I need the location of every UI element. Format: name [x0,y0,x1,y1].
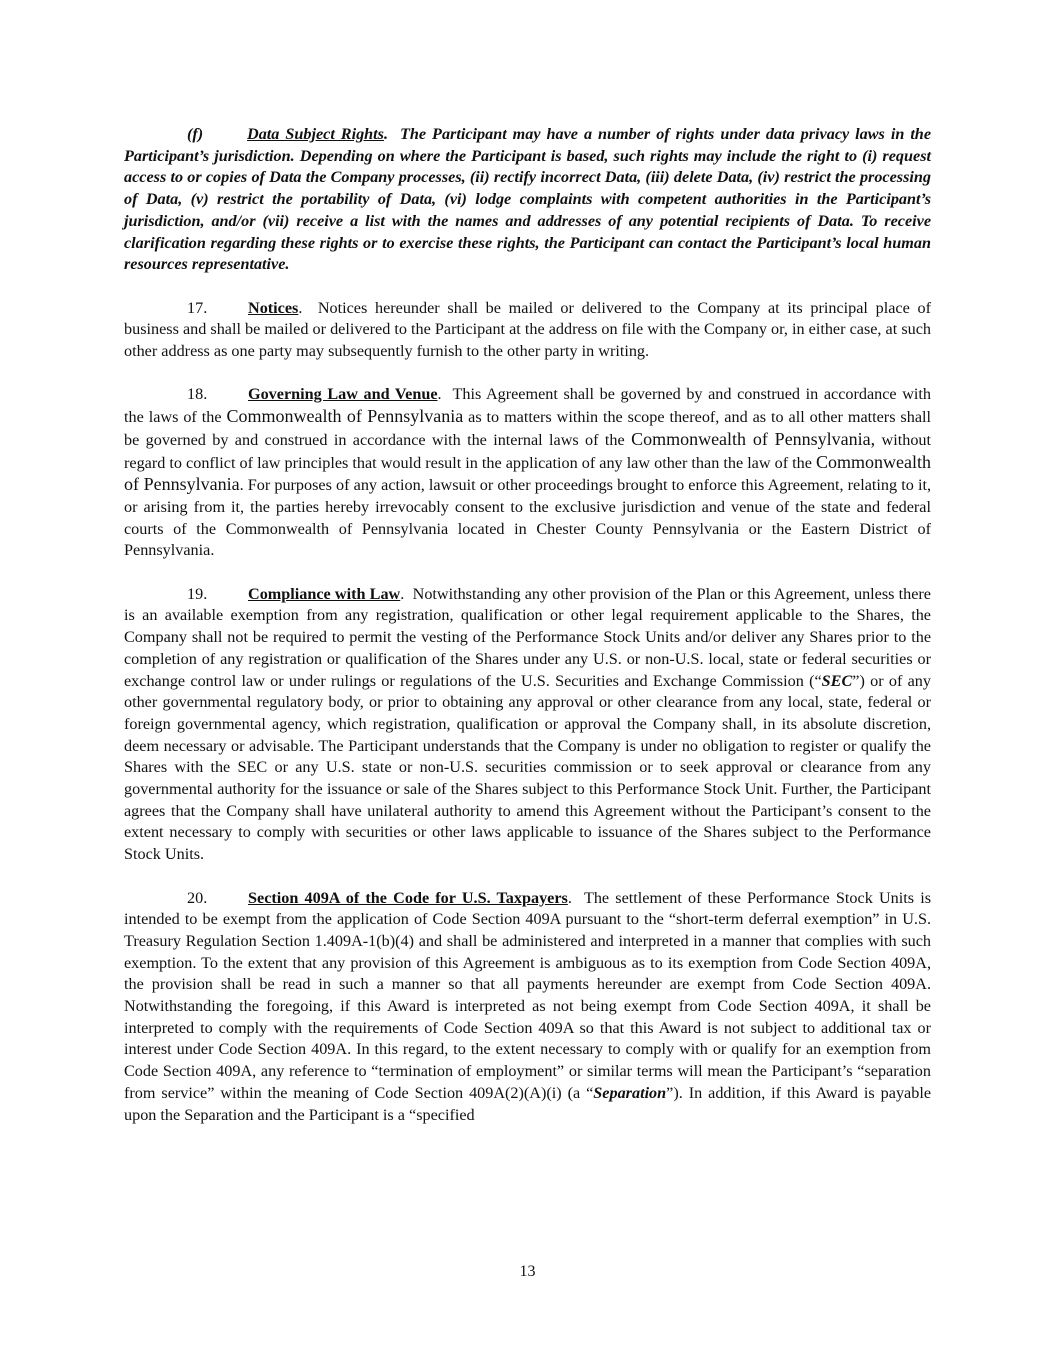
section-17-heading: Notices [248,298,299,317]
section-20-text-2: ”). In addition, if this Award is payable upon the Separation and the Participant is a “specified [124,1083,932,1124]
section-17-number: 17. [187,298,208,317]
section-18-place-3: Commonwealth of Pennsylvania [124,451,931,495]
section-18-paragraph: 18. Governing Law and Venue. This Agreement shall be governed by and construed in accordance with the laws of the Commonwealth of Pennsylvania as to matters within the scope thereof, and as to all other matters shall be governed by and construed in accordance with the internal laws of the Commonwealth of Pennsylvania, without regard to conflict of law principles that would result in the application of any law other than the law of the Commonwealth of Pennsylvania. For purposes of any action, lawsuit or other proceedings brought to enforce this Agreement, relating to it, or arising from it, the parties hereby irrevocably consent to the exclusive jurisdiction and venue of the state and federal courts of the Commonwealth of Pennsylvania located in Chester County Pennsylvania or the Eastern District of Pennsylvania. [124,385,932,560]
section-18-place-1: Commonwealth of Pennsylvania [226,406,464,427]
section-20-term: Separation [593,1083,667,1102]
section-20-paragraph: 20. Section 409A of the Code for U.S. Taxpayers. The settlement of these Performance Stock Units is intended to be exempt from the application of Code Section 409A pursuant to the “short-term deferral exemption” in U.S. Treasury Regulation Section 1.409A-1(b)(4) and shall be administered and interpreted in a manner that complies with such exemption. To the extent that any provision of this Agreement is ambiguous as to its exemption from Code Section 409A, the provision shall be read in such a manner so that all payments hereunder are exempt from Code Section 409A. Notwithstanding the foregoing, if this Award is interpreted as not being exempt from Code Section 409A, it shall be interpreted to comply with the requirements of Code Section 409A so that this Award is not subject to additional tax or interest under Code Section 409A. In this regard, to the extent necessary to comply with or qualify for an exemption from Code Section 409A, any reference to “termination of employment” or similar terms will mean the Participant’s “separation from service” within the meaning of Code Section 409A(2)(A)(i) (a “Separation”). In addition, if this Award is payable upon the Separation and the Participant is a “specified [124,888,932,1124]
section-f-heading: Data Subject Rights [247,125,384,143]
section-f-label: (f) [187,125,204,143]
section-19-text-1: Notwithstanding any other provision of the Plan or this Agreement, unless there is an available exemption from any registration, qualification or other legal requirement applicable to the Shares, the Company shall not be required to permit the vesting of the Performance Stock Units and/or deliver any Shares prior to the completion of any registration or qualification of the Shares under any U.S. or non-U.S. local, state or federal securities or exchange control law or under rulings or regulations of the U.S. Securities and Exchange Commission (“ [124,584,931,690]
section-19-paragraph: 19. Compliance with Law. Notwithstanding any other provision of the Plan or this Agreement, unless there is an available exemption from any registration, qualification or other legal requirement applicable to the Shares, the Company shall not be required to permit the vesting of the Performance Stock Units and/or deliver any Shares prior to the completion of any registration or qualification of the Shares under any U.S. or non-U.S. local, state or federal securities or exchange control law or under rulings or regulations of the U.S. Securities and Exchange Commission (“SEC”) or of any other governmental regulatory body, or prior to obtaining any approval or other clearance from any local, state, federal or foreign governmental agency, which registration, qualification or approval the Company shall, in its absolute discretion, deem necessary or advisable. The Participant understands that the Company is under no obligation to register or qualify the Shares with the SEC or any U.S. state or non-U.S. securities commission or to seek approval or clearance from any governmental authority for the issuance or sale of the Shares subject to this Performance Stock Unit. Further, the Participant agrees that the Company shall have unilateral authority to amend this Agreement without the Participant’s consent to the extent necessary to comply with securities or other laws applicable to issuance of the Shares subject to the Performance Stock Units. [124,584,931,864]
section-f-text: The Participant may have a number of rights under data privacy laws in the Participant’s jurisdiction. Depending on where the Participant is based, such rights may include the right to (i) request access to or copies of Data the Company processes, (ii) rectify incorrect Data, (iii) delete Data, (iv) restrict the processing of Data, (v) restrict the portability of Data, (vi) lodge complaints with competent authorities in the Participant’s jurisdiction, and/or (vii) receive a list with the names and addresses of any potential recipients of Data. To receive clarification regarding these rights or to exercise these rights, the Participant can contact the Participant’s local human resources representative. [124,125,931,274]
section-18-text-3: without regard to conflict of law principles that would result in the application of any law other than the law of the [124,430,932,472]
section-17-paragraph: 17. Notices. Notices hereunder shall be mailed or delivered to the Company at its principal place of business and shall be mailed or delivered to the Participant at the address on file with the Company or, in either case, at such other address as one party may subsequently furnish to the other party in writing. [124,298,931,361]
section-f-paragraph: (f) Data Subject Rights. The Participant may have a number of rights under data privacy laws in the Participant’s jurisdiction. Depending on where the Participant is based, such rights may include the right to (i) request access to or copies of Data the Company processes, (ii) rectify incorrect Data, (iii) delete Data, (iv) restrict the processing of Data, (v) restrict the portability of Data, (vi) lodge complaints with competent authorities in the Participant’s jurisdiction, and/or (vii) receive a list with the names and addresses of any potential recipients of Data. To receive clarification regarding these rights or to exercise these rights, the Participant can contact the Participant’s local human resources representative. [124,125,931,274]
section-18-text-1: This Agreement shall be governed by and construed in accordance with the laws of the [124,385,931,427]
section-17-text: Notices hereunder shall be mailed or delivered to the Company at its principal place of business and shall be mailed or delivered to the Participant at the address on file with the Company or, in either case, at such other address as one party may subsequently furnish to the other party in writing. [124,298,931,361]
section-19-heading: Compliance with Law [248,584,401,603]
section-18-heading: Governing Law and Venue [248,385,438,404]
section-18-place-2: Commonwealth of Pennsylvania, [631,428,876,449]
section-19-text-2: ”) or of any other governmental regulatory body, or prior to obtaining any approval or other clearance from any local, state, federal or foreign governmental agency, which registration, qualification or approval the Company shall, in its absolute discretion, deem necessary or advisable. The Participant understands that the Company is under no obligation to register or qualify the Shares with the SEC or any U.S. state or non-U.S. securities commission or to seek approval or clearance from any governmental authority for the issuance or sale of the Shares subject to this Performance Stock Unit. Further, the Participant agrees that the Company shall have unilateral authority to amend this Agreement without the Participant’s consent to the extent necessary to comply with securities or other laws applicable to issuance of the Shares subject to the Performance Stock Units. [124,671,931,864]
section-20-text-1: The settlement of these Performance Stock Units is intended to be exempt from the application of Code Section 409A pursuant to the “short-term deferral exemption” in U.S. Treasury Regulation Section 1.409A-1(b)(4) and shall be administered and interpreted in a manner that complies with such exemption. To the extent that any provision of this Agreement is ambiguous as to its exemption from Code Section 409A, the provision shall be read in such a manner so that all payments hereunder are exempt from Code Section 409A. Notwithstanding the foregoing, if this Award is interpreted as not being exempt from Code Section 409A, it shall be interpreted to comply with the requirements of Code Section 409A so that this Award is not subject to additional tax or interest under Code Section 409A. In this regard, to the extent necessary to comply with or qualify for an exemption from Code Section 409A, any reference to “termination of employment” or similar terms will mean the Participant’s “separation from service” within the meaning of Code Section 409A(2)(A)(i) (a “ [124,888,931,1102]
section-20-number: 20. [187,888,208,907]
document-page [124,124,931,1148]
section-19-term: SEC [821,671,853,690]
section-18-text-4: . For purposes of any action, lawsuit or other proceedings brought to enforce this Agreement, relating to it, or arising from it, the parties hereby irrevocably consent to the exclusive jurisdiction and venue of the state and federal courts of the Commonwealth of Pennsylvania located in Chester County Pennsylvania or the Eastern District of Pennsylvania. [124,476,931,560]
section-18-number: 18. [187,385,208,404]
section-18-text-2: as to matters within the scope thereof, and as to all other matters shall be governed by and construed in accordance with the internal laws of the [124,408,931,449]
section-20-heading: Section 409A of the Code for U.S. Taxpayers [248,888,568,907]
section-19-number: 19. [187,584,208,603]
page-number: 13 [519,1263,536,1280]
